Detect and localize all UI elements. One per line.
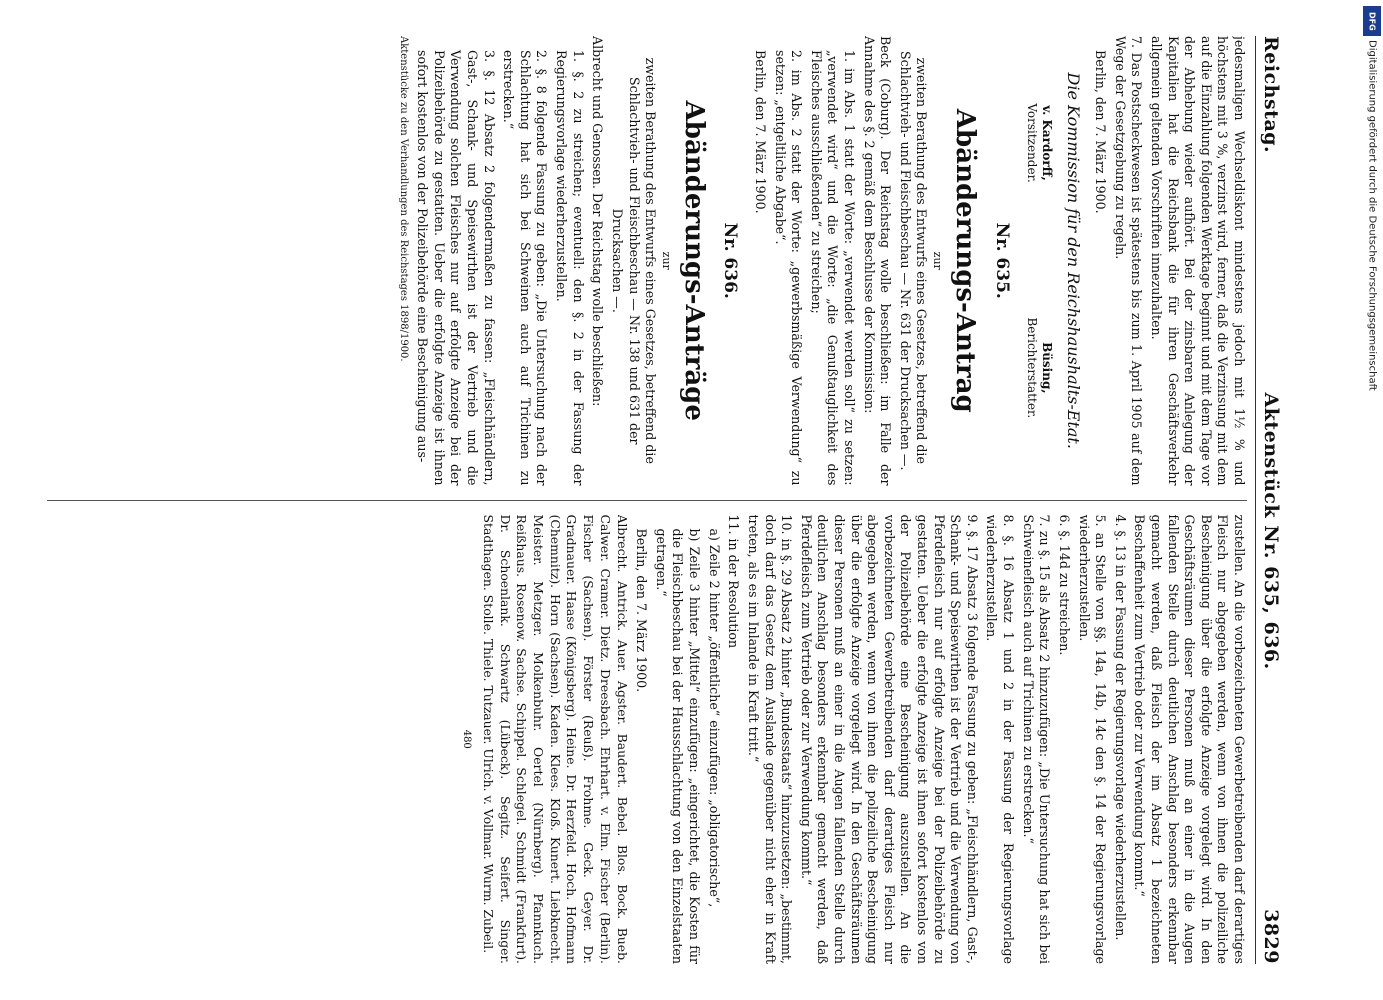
date-line: Berlin, den 7. März 1900. bbox=[1093, 50, 1109, 214]
funding-notice: Digitalisierung gefördert durch die Deutsche Forschungsgemeinschaft bbox=[1366, 40, 1378, 391]
left-column bbox=[47, 36, 1247, 486]
signatory-role: Berichterstatter. bbox=[1024, 317, 1039, 419]
dfg-logo-icon: DFG bbox=[1363, 6, 1381, 36]
motion-item: 7. zu §. 15 als Absatz 2 hinzuzufügen: „Die Untersuchung hat sich bei Schweinefleisch auch auf Trichinen zu erstrecken.“ bbox=[1020, 514, 1053, 964]
signatory-name: v. Kardorff, bbox=[1040, 105, 1055, 181]
motion-intro: Beck (Coburg). Der Reichstag wolle beschließen: im Falle der Annahme des §. 2 gemäß dem Beschlusse der Kommission: bbox=[861, 36, 894, 486]
signatory-list: Albrecht. Antrick. Auer. Agster. Baudert. Bebel. Blos. Bock. Bueb. Calwer. Cramer. Dietz. Dreesbach. Ehrhart. v. Elm. Fischer (Berlin). Fischer (Sachsen). Förster (Reuß). Frohme. Geck. Geyer. Dr. Gradnauer. Haase (Königsberg). Heine. Dr. Herzfeld. Hoch. Hofmann (Chemnitz). Horn (Sachsen). Kaden. Klees. Kloß. Kunert. Liebknecht. Meister. Metzger. Molkenbuhr. Oertel (Nürnberg). Pfannkuch. Reißhaus. Rosenow. Sachse. Schippel. Schlegel. Schmidt (Frankfurt). Dr. Schoenlank. Schwartz (Lübeck). Segitz. Seifert. Singer. Stadthagen. Stolle. Thiele. Tutzauer. Ulrich. v. Vollmar. Wurm. Zubeil. bbox=[480, 514, 630, 964]
motion-item: 11. in der Resolution bbox=[726, 514, 742, 649]
zur-label: zur bbox=[931, 251, 944, 270]
document-title: Abänderungs-Anträge bbox=[678, 100, 709, 421]
motion-item: 3. §. 12 Absatz 2 folgendermaßen zu fassen: „Fleischhändlern, Gast-, Schank- und Speisewirthen ist der Vertrieb und die Verwendung solchen Fleisches nur auf erfolgte Anzeige bei der Polizeibehörde zu gestatten. Ueber die erfolgte Anzeige ist ihnen sofort kostenlos von der Polizeibehörde eine Bescheinigung aus- bbox=[415, 50, 497, 486]
date-line: Berlin, den 7. März 1900. bbox=[634, 528, 650, 693]
motion-subitem: a) Zeile 2 hinter „öffentliche“ einzufügen: „obligatorische“, bbox=[706, 528, 722, 908]
paragraph: jedesmaligen Wechseldiskont mindestens jedoch mit 1½ % und höchstens mit 3 %, verzinst wird, ferner, daß die Verzinsung mit dem auf die Einzahlung folgenden Werktage beginnt und mit dem Tage vor der Abhebung wieder aufhört. Bei der zinsbaren Anlegung der Kapitalien hat die Reichsbank die für ihren Geschäftsverkehr allgemein geltenden Vorschriften innezuhalten. bbox=[1148, 36, 1247, 486]
page-number: 3829 bbox=[1260, 909, 1282, 964]
running-head bbox=[1255, 36, 1282, 964]
motion-subitem: b) Zeile 3 hinter „Mittel“ einzufügen: „eingerichtet, die Kosten für die Fleischbeschau bei der Hausschlachtung von den Einzelstaaten getragen.“ bbox=[653, 528, 703, 964]
motion-item: 1. §. 2 zu streichen; eventuell: den §. 2 in der Fassung der Regierungsvorlage wiederherzustellen. bbox=[554, 50, 586, 486]
paragraph: zustellen. An die vorbezeichneten Gewerbetreibenden darf derartiges Fleisch nur abgegeben werden, wenn von ihnen die polizeiliche Bescheinigung über die erfolgte Anzeige vorgelegt wird. In den Geschäftsräumen dieser Personen muß an einer in die Augen fallenden Stelle durch deutlichen Anschlag besonders erkennbar gemacht werden, daß Fleisch der im Absatz 1 bezeichneten Beschaffenheit zum Vertrieb oder zur Verwendung kommt.“ bbox=[1132, 514, 1247, 964]
document-number: Nr. 636. bbox=[720, 222, 741, 299]
header-center: Aktenstück Nr. 635, 636. bbox=[1260, 392, 1282, 670]
motion-item: 6. §. 14d zu streichen. bbox=[1056, 514, 1072, 656]
page-footer: Aktenstücke zu den Verhandlungen des Reichstages 1898/1900. bbox=[397, 36, 409, 362]
column-divider bbox=[47, 500, 1247, 501]
document-number: Nr. 635. bbox=[991, 222, 1012, 299]
motion-item: 2. im Abs. 2 statt der Worte: „gewerbsmäßige Verwendung“ zu setzen: „entgeltliche Abgabe“. bbox=[772, 50, 805, 486]
signatures bbox=[1023, 36, 1055, 486]
motion-intro: Albrecht und Genossen. Der Reichstag wolle beschließen: bbox=[590, 36, 606, 407]
header-left: Reichstag. bbox=[1260, 36, 1282, 154]
motion-item: 1. im Abs. 1 statt der Worte: „verwendet werden soll“ zu setzen: „verwendet wird“ und die Worte: „die Genußtauglichkeit des Fleisches ausschließenden“ zu streichen; bbox=[808, 50, 858, 486]
text-columns bbox=[47, 36, 1247, 964]
motion-item: 5. an Stelle von §§. 14a, 14b, 14c den §. 14 der Regierungsvorlage wiederherzustellen. bbox=[1076, 514, 1109, 964]
document-subtitle: zweiten Berathung des Entwurfs eines Gesetzes, betreffend die Schlachtvieh- und Fleischbeschau — Nr. 631 der Drucksachen —. bbox=[897, 51, 930, 471]
right-column bbox=[47, 515, 1247, 965]
sheet-number: 480 bbox=[461, 729, 473, 749]
document-subtitle: zweiten Berathung des Entwurfs eines Gesetzes, betreffend die Schlachtvieh- und Fleischbeschau — Nr. 138 und 631 der Drucksachen —. bbox=[609, 57, 659, 464]
document-title: Abänderungs-Antrag bbox=[950, 108, 981, 413]
zur-label: zur bbox=[659, 251, 673, 270]
motion-item: 9. §. 17 Absatz 3 folgende Fassung zu geben: „Fleischhändlern, Gast-, Schank- und Speisewirthen ist der Vertrieb und die Verwendung von Pferdefleisch nur auf erfolgte Anzeige bei der Polizeibehörde zu gestatten. Ueber die erfolgte Anzeige ist ihnen sofort kostenlos von der Polizeibehörde eine Bescheinigung auszustellen. An die vorbezeichneten Gewerbetreibenden darf derartiges Fleisch nur abgegeben werden, wenn von ihnen die polizeiliche Bescheinigung über die erfolgte Anzeige vorgelegt wird. In den Geschäftsräumen dieser Personen muß an einer in die Augen fallenden Stelle durch deutlichen Anschlag besonders erkennbar gemacht werden, daß Pferdefleisch zum Vertrieb oder zur Verwendung kommt.“ bbox=[798, 514, 980, 964]
date-line: Berlin, den 7. März 1900. bbox=[753, 50, 768, 214]
motion-item: 4. §. 13 in der Fassung der Regierungsvorlage wiederherzustellen. bbox=[1112, 514, 1128, 941]
motion-item: 2. §. 8 folgende Fassung zu geben: „Die Untersuchung nach der Schlachtung hat sich bei Schweinen auch auf Trichinen zu erstrecken.“ bbox=[501, 50, 550, 486]
digitization-strip bbox=[1361, 0, 1383, 1000]
paragraph: 7. Das Postscheckwesen ist spätestens bis zum 1. April 1905 auf dem Wege der Gesetzgebung zu regeln. bbox=[1112, 36, 1145, 486]
motion-item: 10. in §. 29 Absatz 2 hinter „Bundesstaats“ hinzuzusetzen: „bestimmt, doch darf das Gesetz dem Auslande gegenüber nicht eher in Kraft treten, als es im Inlande in Kraft tritt.“ bbox=[745, 514, 795, 964]
signatory-role: Vorsitzender. bbox=[1024, 103, 1039, 183]
motion-item: 8. §. 16 Absatz 1 und 2 in der Fassung der Regierungsvorlage wiederherzustellen. bbox=[984, 514, 1017, 964]
signatory-name: Büsing, bbox=[1040, 342, 1055, 394]
commission-heading: Die Kommission für den Reichshaushalts-Etat. bbox=[1063, 72, 1083, 449]
